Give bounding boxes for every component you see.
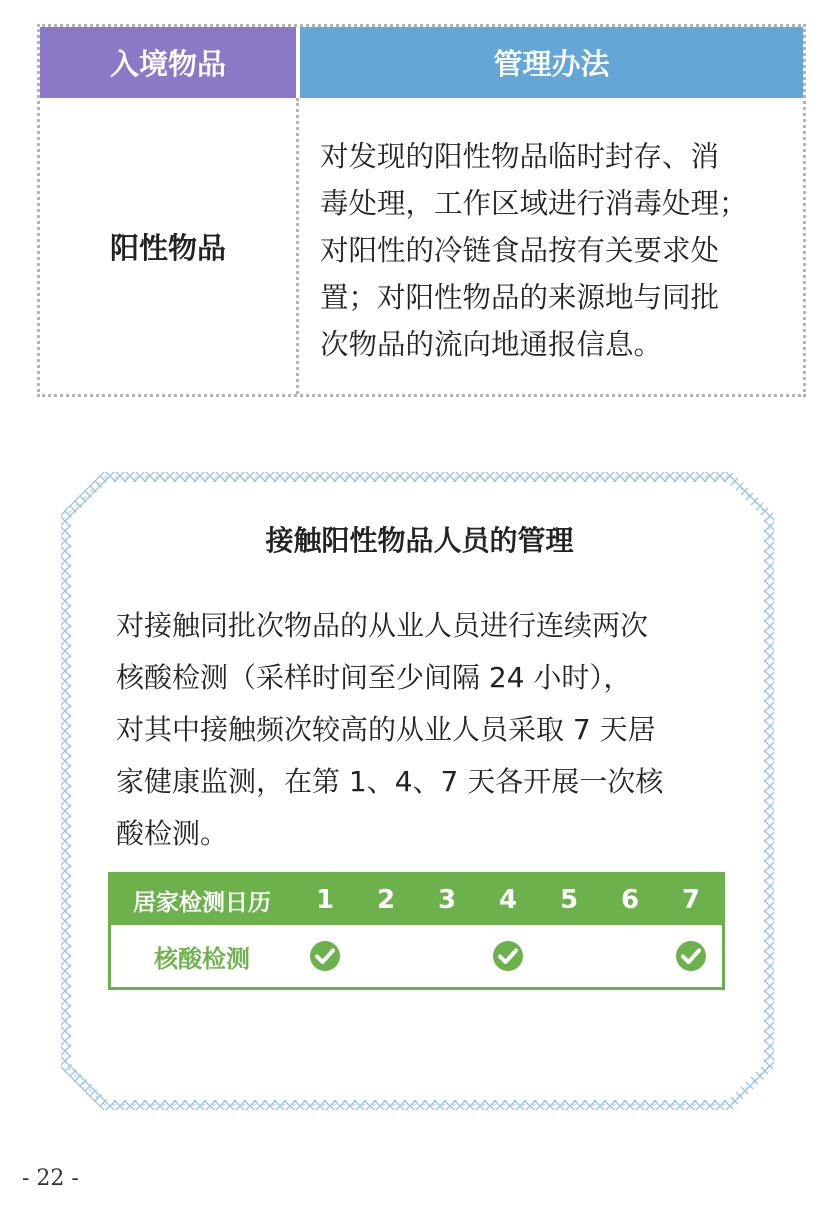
- home-testing-calendar: [108, 872, 725, 990]
- body-line: 对其中接触频次较高的从业人员采取 7 天居: [116, 713, 656, 746]
- check-circle-icon: [675, 940, 707, 972]
- column-divider: [296, 98, 299, 394]
- calendar-title: 居家检测日历: [133, 889, 271, 916]
- header-divider: [296, 27, 299, 98]
- day-2: 2: [376, 885, 396, 915]
- nucleic-acid-test-label: 核酸检测: [154, 944, 250, 973]
- method-line: 置；对阳性物品的来源地与同批: [320, 281, 720, 314]
- page-number: - 22 -: [22, 1166, 79, 1191]
- check-circle-icon: [309, 940, 341, 972]
- day-1: 1: [315, 885, 335, 915]
- day-3: 3: [437, 885, 457, 915]
- body-line: 家健康监测，在第 1、4、7 天各开展一次核: [116, 765, 664, 798]
- header-entry-goods: 入境物品: [40, 27, 296, 98]
- body-line: 酸检测。: [116, 817, 229, 850]
- card-title: 接触阳性物品人员的管理: [265, 524, 574, 557]
- card-body: [116, 600, 736, 860]
- method-line: 对发现的阳性物品临时封存、消: [320, 140, 720, 173]
- method-line: 次物品的流向地通报信息。: [320, 328, 663, 361]
- day-5: 5: [559, 885, 579, 915]
- check-circle-icon: [492, 940, 524, 972]
- day-4: 4: [498, 885, 518, 915]
- positive-goods-cell: 阳性物品: [109, 230, 226, 265]
- calendar-header: [111, 875, 722, 925]
- method-line: 对阳性的冷链食品按有关要求处: [320, 234, 720, 267]
- method-line: 毒处理，工作区域进行消毒处理；: [320, 187, 748, 220]
- day-6: 6: [620, 885, 640, 915]
- method-description-cell: [320, 133, 785, 368]
- day-7: 7: [681, 885, 701, 915]
- header-management-method: 管理办法: [300, 27, 803, 98]
- body-line: 核酸检测（采样时间至少间隔 24 小时），: [116, 661, 632, 694]
- goods-management-table: [37, 24, 806, 397]
- body-line: 对接触同批次物品的从业人员进行连续两次: [116, 609, 649, 642]
